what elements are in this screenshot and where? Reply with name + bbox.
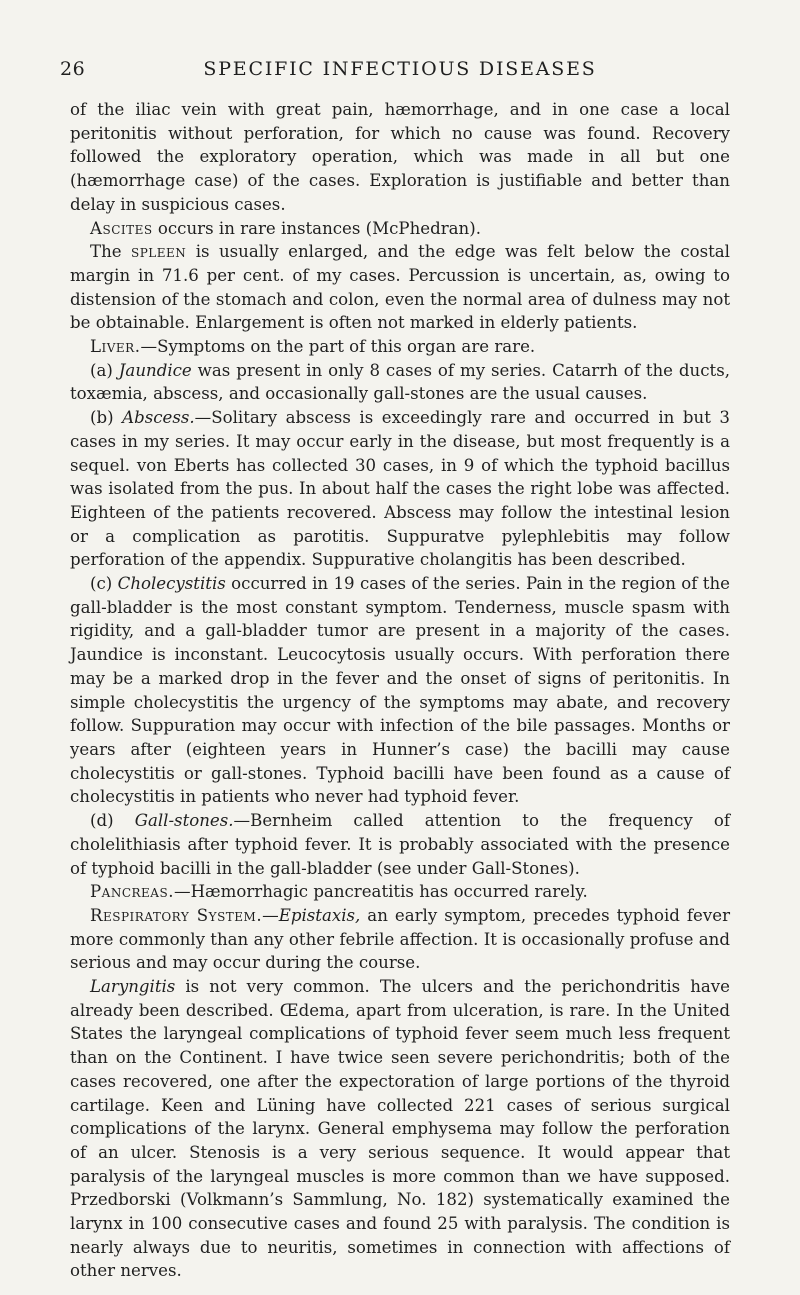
- section-heading: spleen: [131, 242, 187, 262]
- paragraph: [70, 359, 730, 406]
- paragraph-text: —Symptoms on the part of this organ are rare.: [140, 337, 536, 357]
- paragraph: [70, 975, 730, 1283]
- italic-term: Abscess.: [122, 408, 195, 428]
- paragraph: [70, 240, 730, 335]
- italic-term: Cholecystitis: [117, 574, 226, 594]
- paragraph: [70, 904, 730, 975]
- section-heading: Pancreas.: [90, 882, 174, 902]
- section-heading: Liver.: [90, 337, 141, 357]
- paragraph: [70, 572, 730, 809]
- paragraph-text: an early symptom, precedes typhoid fever more commonly than any other febrile affection. It is occasionally profuse and serious and may occur during the course.: [70, 905, 731, 973]
- paragraph-text: —Solitary abscess is exceedingly rare and occurred in but 3 cases in my series. It may occur early in the disease, but most frequently is a sequel. von Eberts has collected 30 cases, in 9 of which the typhoid bacillus was isolated from the pus. In about half the cases the right lobe was affected. Eighteen of the patients recovered. Abscess may follow the intestinal lesion or a complication as parotitis. Suppuratve pylephlebitis may follow perforation of the appendix. Suppurative cholangitis has been described.: [70, 408, 730, 570]
- page-number: 26: [60, 58, 86, 80]
- paragraph-text: occurs in rare instances (McPhedran).: [152, 218, 481, 238]
- italic-term: Jaundice: [118, 360, 192, 380]
- paragraph: [70, 98, 730, 217]
- italic-term: Epistaxis,: [278, 905, 361, 925]
- paragraph: [70, 880, 730, 904]
- italic-term: Gall-stones.: [134, 811, 234, 831]
- paragraph-text: is usually enlarged, and the edge was felt below the costal margin in 71.6 per cent. of my cases. Percussion is uncertain, as, owing to distension of the stomach and colon, even the normal area of dulness may not be obtainable. Enlargement is often not marked in elderly patients.: [70, 242, 730, 333]
- paragraph: [70, 809, 730, 880]
- italic-term: Laryngitis: [90, 977, 176, 997]
- paragraph-text: (a): [90, 360, 119, 380]
- paragraph: [70, 217, 730, 241]
- paragraph: [70, 335, 730, 359]
- paragraph-text: —Bernheim called attention to the frequency of cholelithiasis after typhoid fever. It is probably associated with the presence of typhoid bacilli in the gall-bladder (see under Gall-Stones).: [70, 811, 730, 878]
- body-text: [70, 98, 730, 1283]
- page-header: [60, 58, 740, 86]
- paragraph-text: —Hæmorrhagic pancreatitis has occurred rarely.: [173, 882, 588, 902]
- paragraph: [70, 406, 730, 572]
- paragraph-text: is not very common. The ulcers and the perichondritis have already been described. Œdema, apart from ulceration, is rare. In the United States the laryngeal complications of typhoid fever seem much less frequent than on the Continent. I have twice seen severe perichondritis; both of the cases recovered, one after the expectoration of large portions of the thyroid cartilage. Keen and Lüning have collected 221 cases of serious surgical complications of the larynx. General emphysema may follow the perforation of an ulcer. Stenosis is a very serious sequence. It would appear that paralysis of the laryngeal muscles is more common than we have supposed. Przedborski (Volkmann’s Sammlung, No. 182) systematically examined the larynx in 100 consecutive cases and found 25 with paralysis. The condition is nearly always due to neuritis, sometimes in connection with affections of other nerves.: [70, 977, 730, 1281]
- paragraph-text: (c): [90, 574, 118, 594]
- running-head: SPECIFIC INFECTIOUS DISEASES: [203, 58, 597, 80]
- paragraph-text: —: [262, 905, 279, 925]
- section-heading: Ascites: [90, 218, 153, 238]
- paragraph-text: was present in only 8 cases of my series. Catarrh of the ducts, toxæmia, abscess, and occasionally gall-stones are the usual causes.: [70, 360, 730, 404]
- paragraph-text: The: [90, 242, 131, 262]
- section-heading: Respiratory System.: [90, 905, 263, 925]
- paragraph-text: (d): [90, 811, 135, 831]
- paragraph-text: (b): [90, 408, 123, 428]
- paragraph-text: occurred in 19 cases of the series. Pain in the region of the gall-bladder is the most constant symptom. Tenderness, muscle spasm with rigidity, and a gall-bladder tumor are present in a majority of the cases. Jaundice is inconstant. Leucocytosis usually occurs. With perforation there may be a marked drop in the fever and the onset of signs of peritonitis. In simple cholecystitis the urgency of the symptoms may abate, and recovery follow. Suppuration may occur with infection of the bile passages. Months or years after (eighteen years in Hunner’s case) the bacilli may cause cholecystitis or gall-stones. Typhoid bacilli have been found as a cause of cholecystitis in patients who never had typhoid fever.: [70, 574, 730, 807]
- paragraph-text: of the iliac vein with great pain, hæmorrhage, and in one case a local peritonitis without perforation, for which no cause was found. Recovery followed the exploratory operation, which was made in all but one (hæmorrhage case) of the cases. Exploration is justifiable and better than delay in suspicious cases.: [70, 100, 730, 214]
